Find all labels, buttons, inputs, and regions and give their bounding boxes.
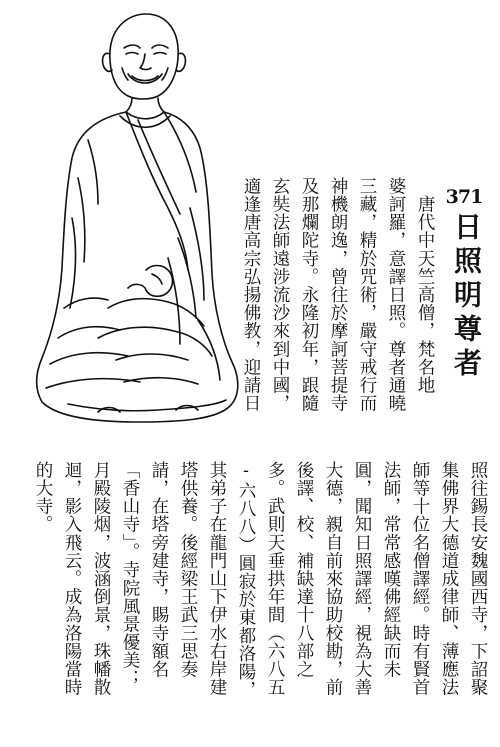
text-column: 月殿陵烟，波涵倒景，珠幡散 [91, 461, 111, 697]
text-column: 其弟子在龍門山下伊水右岸建 [207, 461, 227, 697]
text-column: 集佛界大德道成律師、薄應法 [439, 461, 459, 697]
text-column: 圓，聞知日照譯經，視為大善 [352, 461, 372, 697]
entry-title: 日照明尊者 [450, 212, 483, 382]
text-column: -六八八）圓寂於東都洛陽， [236, 461, 256, 699]
text-column: 「香山寺」。寺院風景優美； [120, 461, 140, 688]
seated-monk-illustration [28, 8, 243, 428]
text-column: 神機朗逸，曾往於摩訶菩提寺 [328, 177, 348, 413]
text-column: 婆訶羅，意譯日照。尊者通曉 [386, 177, 406, 413]
entry-number: 371 [445, 186, 483, 208]
text-column: 法師，常常感嘆佛經缺而未 [381, 461, 401, 679]
text-column: 大德，親自前來協助校勘，前 [323, 461, 343, 697]
text-column: 照往錫長安魏國西寺，下詔聚 [468, 461, 488, 697]
text-column: 玄奘法師遠涉流沙來到中國， [270, 177, 290, 413]
text-column: 唐代中天竺高僧，梵名地 [415, 177, 435, 395]
text-column: 三藏，精於咒術，嚴守戒行而 [357, 177, 377, 413]
text-column: 多。武則天垂拱年間（六八五 [265, 461, 285, 697]
text-column: 及那爛陀寺。永隆初年，跟隨 [299, 177, 319, 413]
text-column: 師等十位名僧譯經。時有賢首 [410, 461, 430, 697]
text-column: 的大寺。 [33, 461, 53, 534]
text-column: 迴，影入飛云。成為洛陽當時 [62, 461, 82, 697]
text-column: 塔供養。後經梁王武三思奏 [178, 461, 198, 679]
text-column: 適逢唐高宗弘揚佛教，迎請日 [241, 177, 261, 413]
text-column: 請，在塔旁建寺，賜寺額名 [149, 461, 169, 679]
text-column: 後譯、校、補缺達十八部之 [294, 461, 314, 679]
